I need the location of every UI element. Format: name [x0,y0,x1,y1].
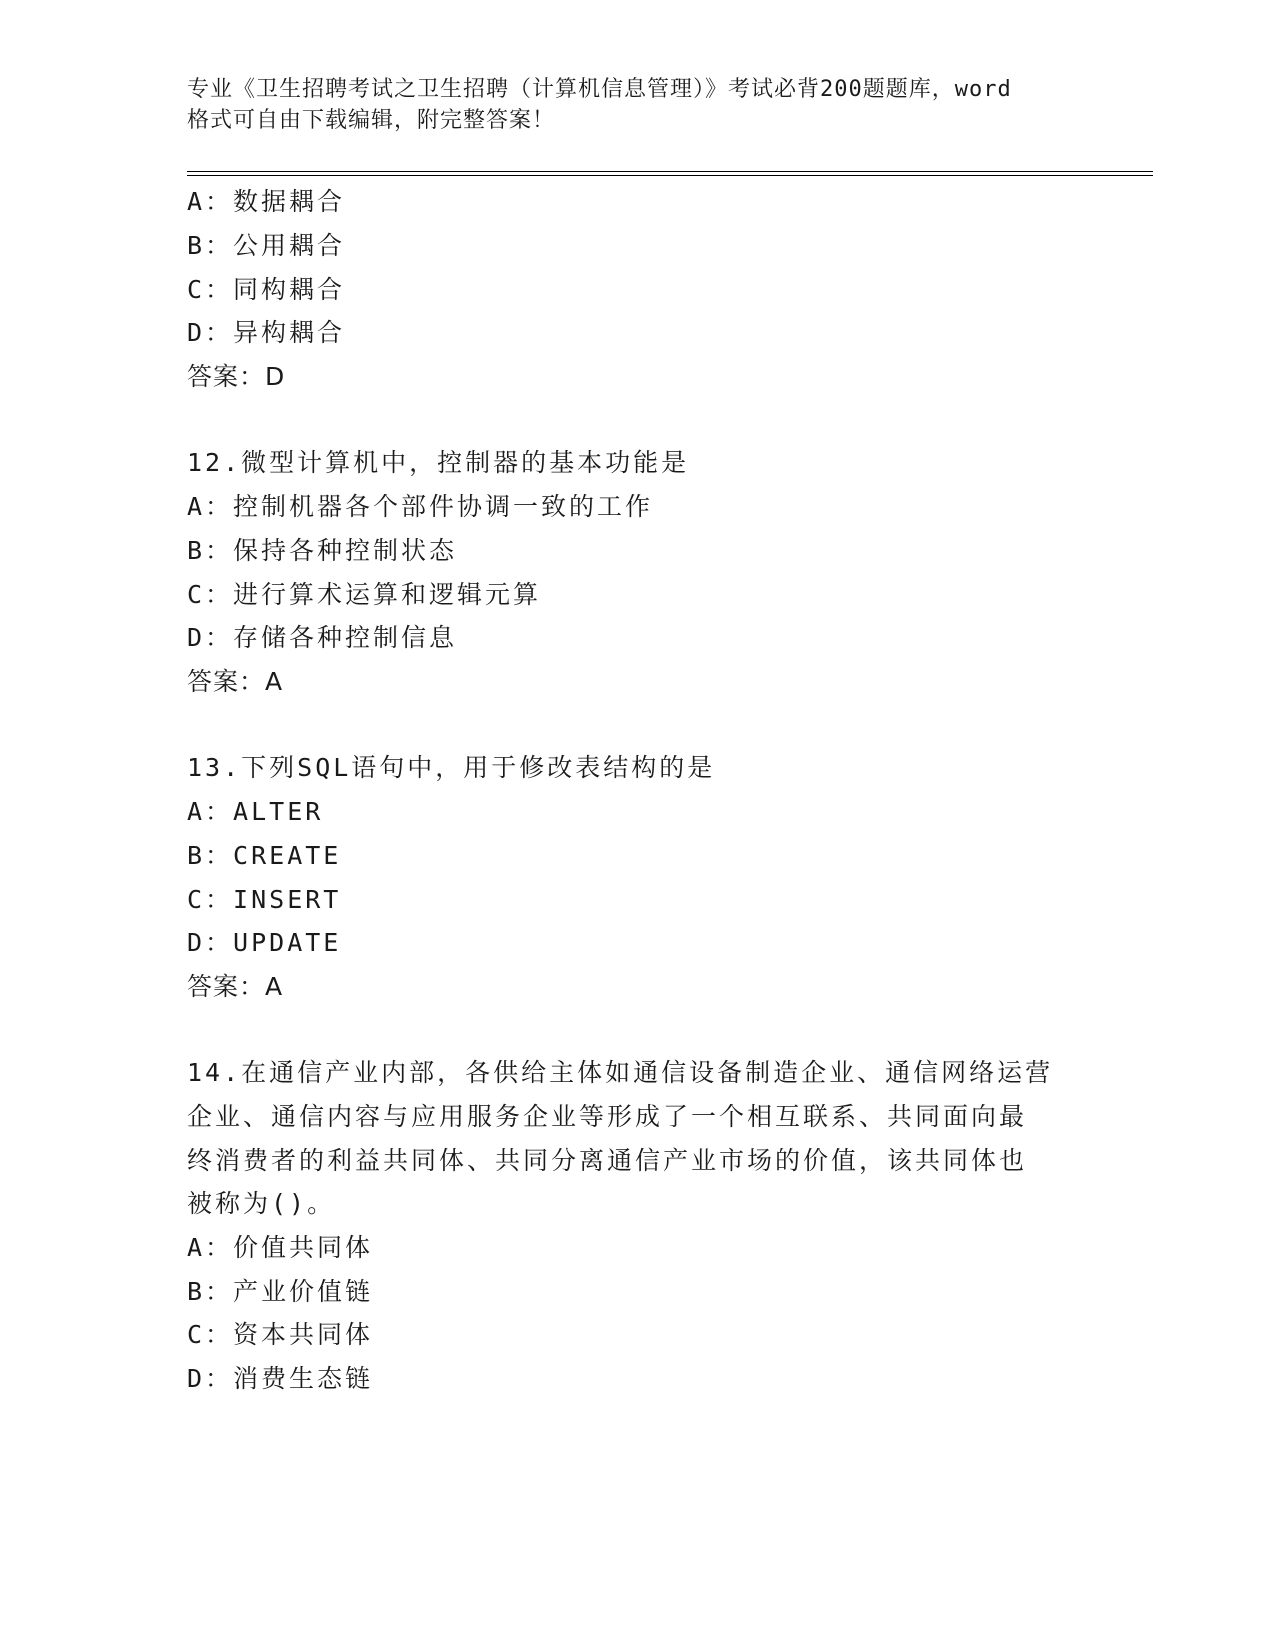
header-rule-bottom [187,175,1153,176]
document-header [187,74,1087,136]
q14-stem-line-1: 14.在通信产业内部，各供给主体如通信设备制造企业、通信网络运营 [187,1058,1054,1087]
q12-option-d: D：存储各种控制信息 [187,623,458,652]
q11-option-a: A：数据耦合 [187,187,346,216]
q14-option-c: C：资本共同体 [187,1320,374,1349]
q13-option-b: B：CREATE [187,841,342,870]
header-line-1: 专业《卫生招聘考试之卫生招聘（计算机信息管理）》考试必背200题题库，word [187,77,1012,102]
header-line-2: 格式可自由下载编辑，附完整答案！ [187,108,556,133]
q11-option-d: D：异构耦合 [187,318,346,347]
q14-stem-line-2: 企业、通信内容与应用服务企业等形成了一个相互联系、共同面向最 [187,1102,1028,1131]
q14-option-b: B：产业价值链 [187,1277,374,1306]
q13-answer: 答案：A [187,972,284,1001]
q11-option-b: B：公用耦合 [187,231,346,260]
q12-option-a: A：控制机器各个部件协调一致的工作 [187,492,654,521]
q13-option-d: D：UPDATE [187,928,342,957]
q13-option-a: A：ALTER [187,797,324,826]
q11-option-c: C：同构耦合 [187,275,346,304]
header-rule-top [187,171,1153,172]
q14-option-a: A：价值共同体 [187,1233,374,1262]
q12-option-c: C：进行算术运算和逻辑元算 [187,580,542,609]
q12-option-b: B：保持各种控制状态 [187,536,458,565]
q13-option-c: C：INSERT [187,885,342,914]
q14-stem-line-3: 终消费者的利益共同体、共同分离通信产业市场的价值，该共同体也 [187,1146,1028,1175]
q14-stem-line-4: 被称为()。 [187,1189,336,1218]
q11-answer: 答案：D [187,362,286,391]
q14-option-d: D：消费生态链 [187,1364,374,1393]
q12-stem: 12.微型计算机中，控制器的基本功能是 [187,448,690,477]
q12-answer: 答案：A [187,667,284,696]
q13-stem: 13.下列SQL语句中，用于修改表结构的是 [187,753,716,782]
